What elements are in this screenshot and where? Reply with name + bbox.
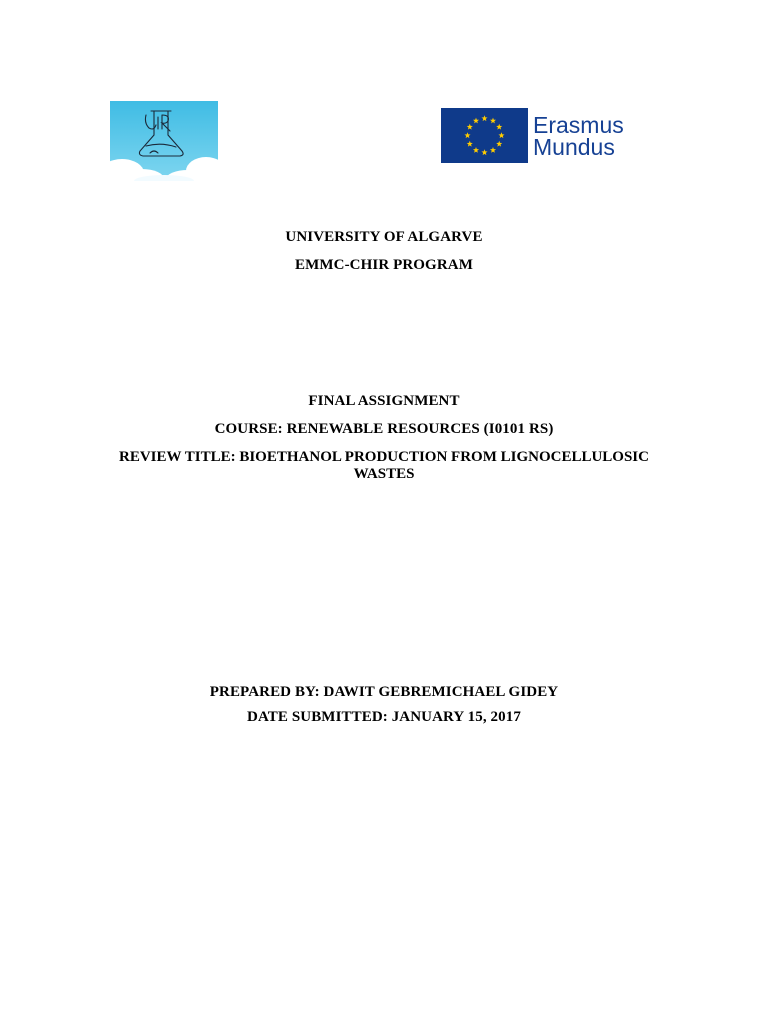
prepared-by: PREPARED BY: DAWIT GEBREMICHAEL GIDEY — [209, 684, 559, 700]
wordmark-line-1: Erasmus — [533, 112, 624, 138]
flask-logo-icon — [110, 101, 218, 181]
eu-flag-icon — [441, 108, 528, 163]
course-title: COURSE: RENEWABLE RESOURCES (I0101 RS) — [214, 421, 554, 437]
review-title: REVIEW TITLE: BIOETHANOL PRODUCTION FROM LIGNOCELLULOSIC WASTES — [119, 449, 649, 482]
emmc-chir-logo — [110, 101, 218, 181]
erasmus-mundus-logo — [441, 108, 641, 164]
university-name: UNIVERSITY OF ALGARVE — [285, 229, 483, 245]
wordmark-line-2: Mundus — [533, 134, 615, 160]
assignment-type: FINAL ASSIGNMENT — [308, 393, 460, 409]
date-submitted: DATE SUBMITTED: JANUARY 15, 2017 — [247, 709, 521, 725]
erasmus-mundus-wordmark — [533, 114, 624, 158]
program-name: EMMC-CHIR PROGRAM — [295, 257, 473, 273]
